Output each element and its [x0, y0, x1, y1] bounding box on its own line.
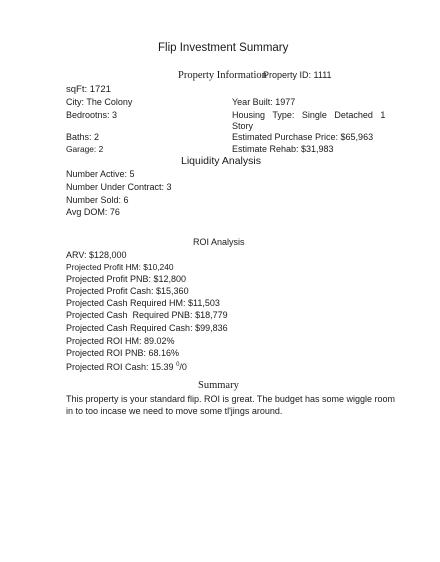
- profit-cash: Projected Profit Cash: $15,360: [66, 286, 189, 296]
- sqft: sqFt: 1721: [66, 84, 111, 95]
- purchase-price: Estimated Purchase Price: $65,963: [232, 132, 374, 142]
- housing-type-cont: Story: [232, 121, 254, 131]
- number-sold: Number Sold: 6: [66, 195, 129, 205]
- baths: Baths: 2: [66, 132, 100, 142]
- document-title: Flip Investment Summary: [158, 42, 289, 54]
- summary-line-2: in to too incase we need to move some tl'jings around.: [66, 406, 283, 416]
- summary-heading: Summary: [198, 380, 239, 391]
- profit-pnb: Projected Profit PNB: $12,800: [66, 274, 187, 284]
- garage: Garage: 2: [66, 144, 104, 154]
- rehab-estimate: Estimate Rehab: $31,983: [232, 144, 334, 154]
- bedrooms: Bedrootns: 3: [66, 110, 118, 120]
- avg-dom: Avg DOM: 76: [66, 207, 120, 217]
- summary-line-1: This property is your standard flip. ROI is great. The budget has some wiggle room: [66, 394, 395, 404]
- city: City: The Colony: [66, 97, 133, 107]
- property-id: Property ID: 1111: [263, 70, 332, 80]
- cash-required-hm: Projected Cash Required HM: $11,503: [66, 298, 220, 308]
- roi-hm: Projected ROI HM: 89.02%: [66, 336, 175, 346]
- cash-required-cash: Projected Cash Required Cash: $99,836: [66, 323, 228, 333]
- roi-cash-suffix: /0: [179, 362, 187, 372]
- roi-pnb: Projected ROI PNB: 68.16%: [66, 348, 180, 358]
- arv: ARV: $128,000: [66, 250, 127, 260]
- cash-required-pnb: Projected Cash Required PNB: $18,779: [66, 310, 228, 320]
- number-active: Number Active: 5: [66, 169, 135, 179]
- roi-cash-superscript: 0: [176, 362, 180, 368]
- liquidity-heading: Liquidity Analysis: [181, 155, 261, 167]
- roi-heading: ROI Analysis: [193, 237, 245, 247]
- property-info-heading: Property Information: [178, 70, 267, 81]
- roi-cash: [66, 360, 187, 373]
- year-built: Year Built: 1977: [232, 97, 296, 107]
- housing-type: Housing Type: Single Detached 1: [232, 110, 386, 120]
- number-under-contract: Number Under Contract: 3: [66, 182, 172, 192]
- profit-hm: Projected Profit HM: $10,240: [66, 262, 174, 272]
- roi-cash-value: Projected ROI Cash: 15.39: [66, 362, 174, 372]
